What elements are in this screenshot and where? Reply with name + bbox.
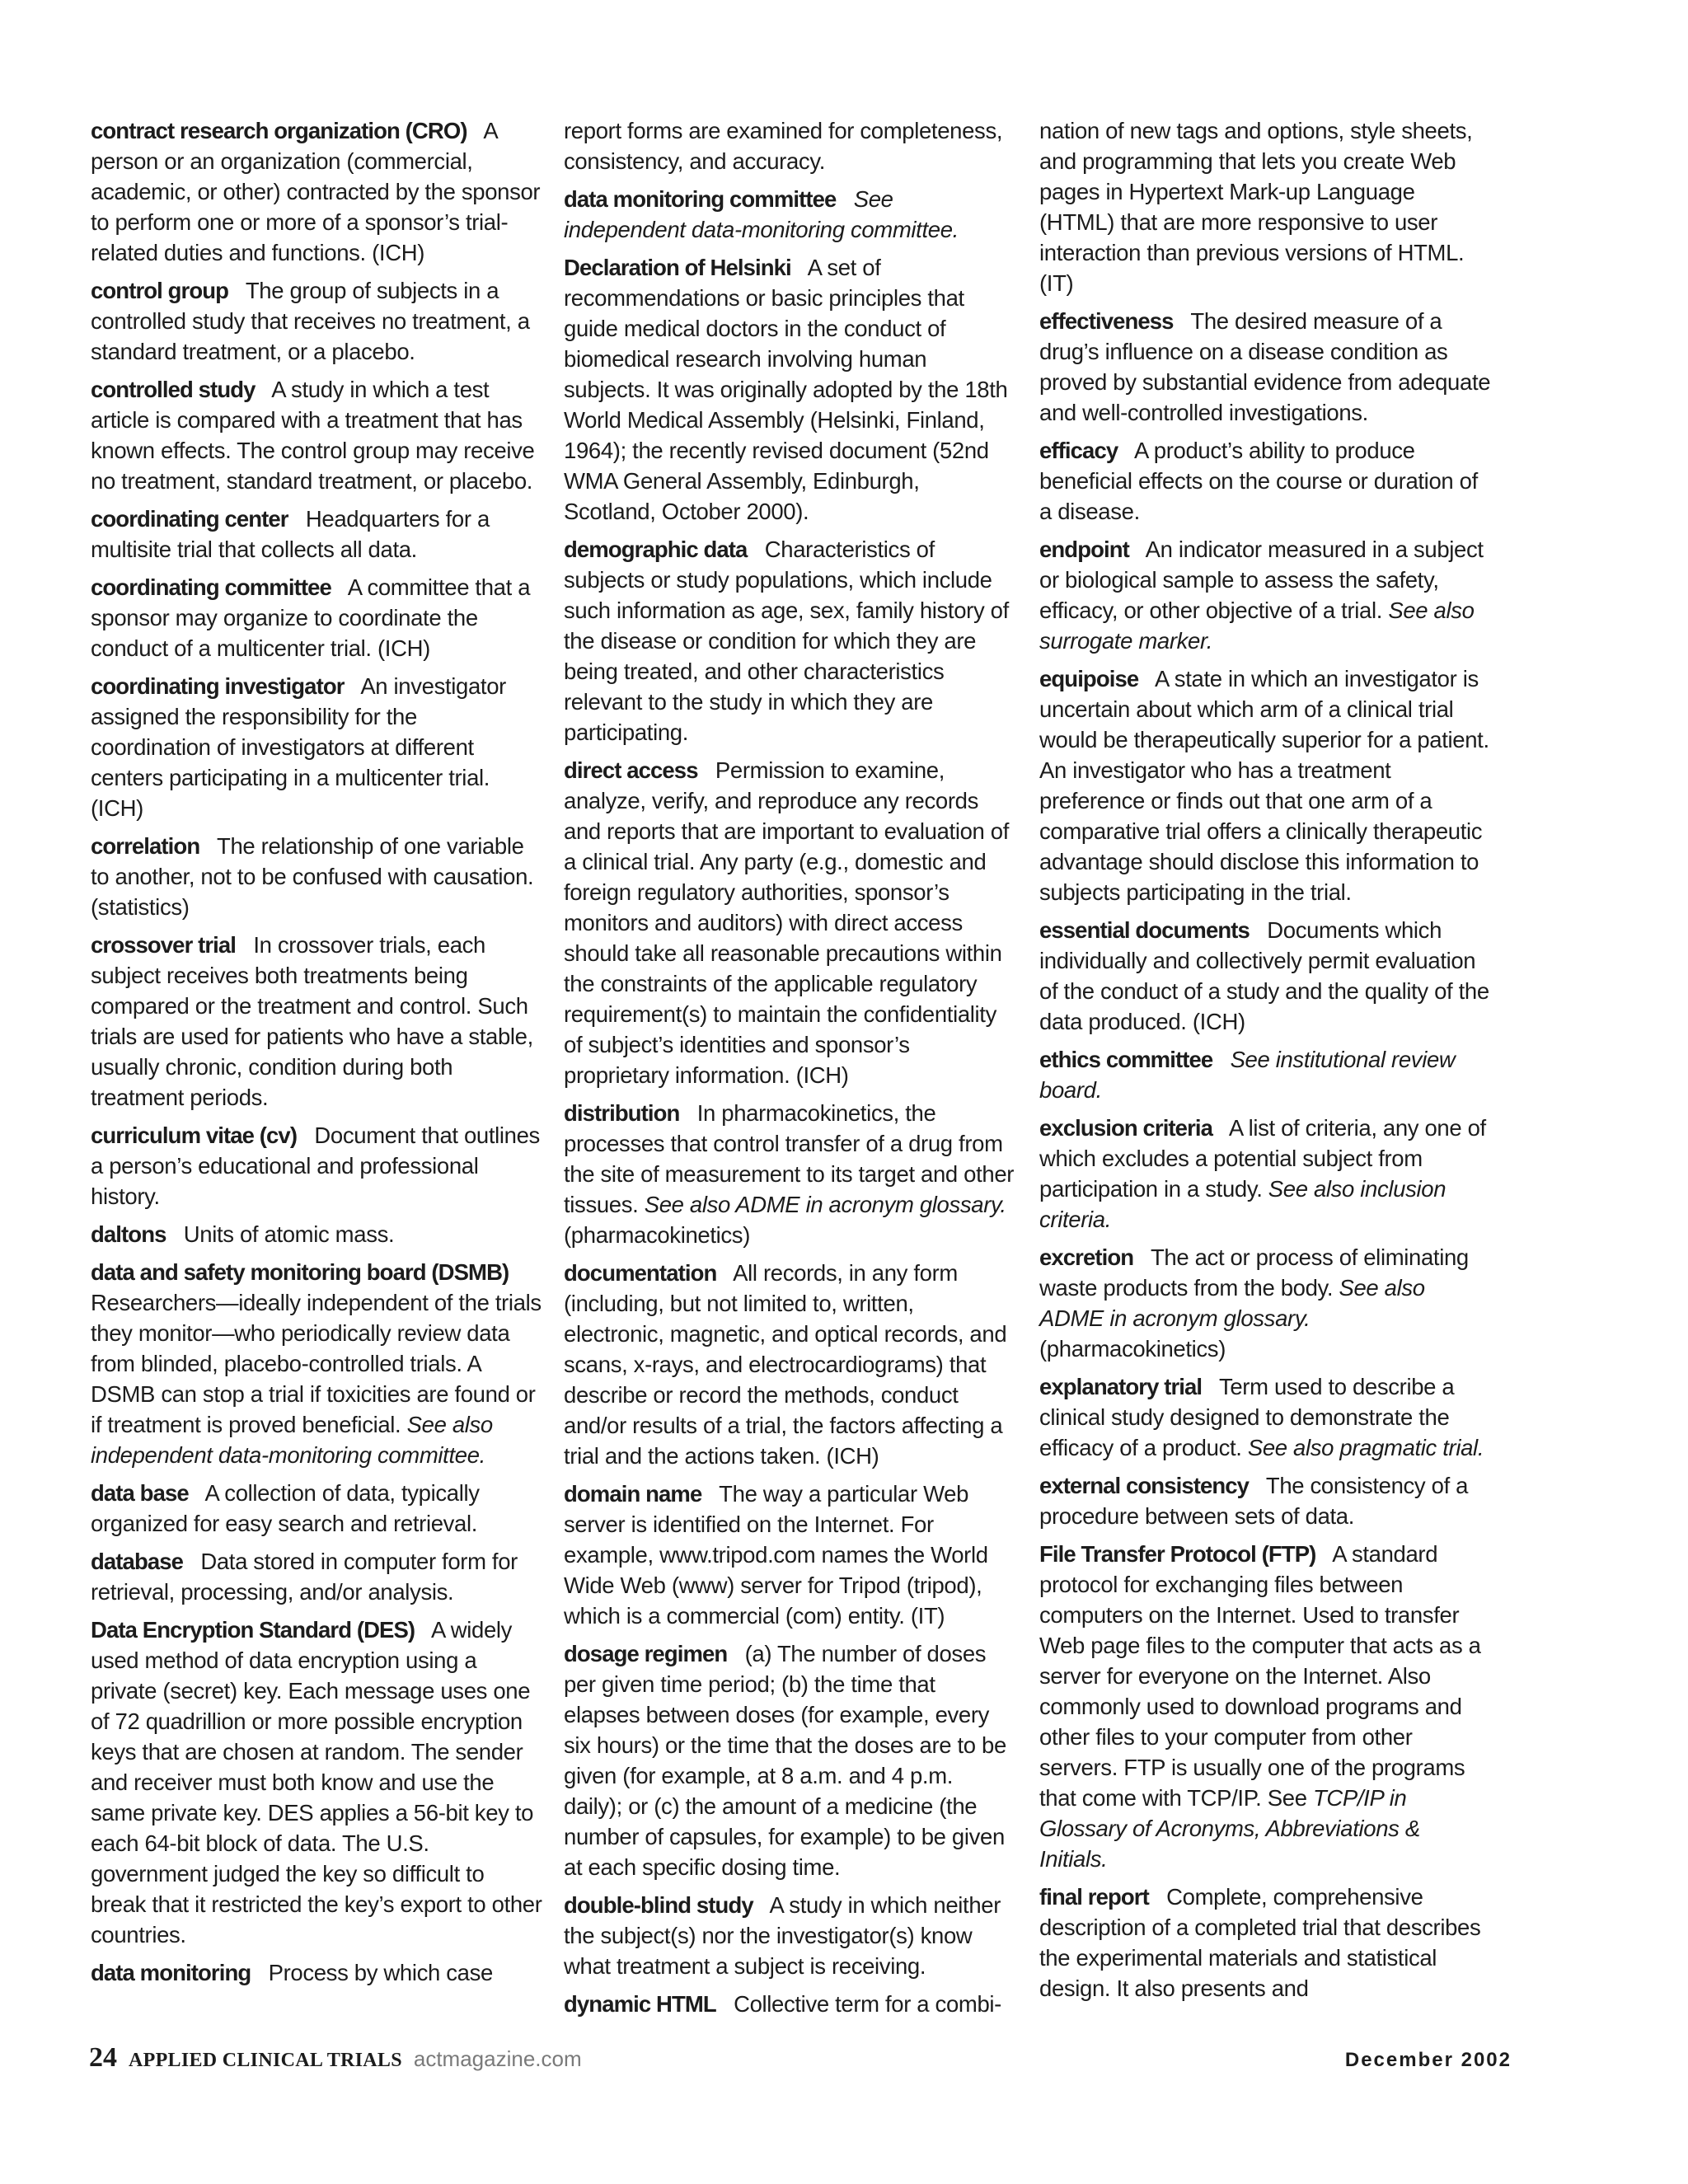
glossary-definition: The consistency of a procedure between sets of data. [1039,1473,1469,1529]
glossary-definition: Process by which case [268,1960,493,1985]
glossary-definition: The desired measure of a drug’s influence on a disease condition as proved by substantial evidence from adequate and well-controlled investigations. [1039,308,1491,425]
glossary-definition: A state in which an investigator is uncertain about which arm of a clinical trial would be therapeutically superior for a patient. An investigator who has a treatment preference or finds out that one arm of a comparative trial offers a clinically therapeutic advantage should disclose this information to subjects participating in the trial. [1039,666,1489,905]
glossary-definition: Headquarters for a multisite trial that collects all data. [91,506,490,562]
glossary-entry [1039,663,1491,907]
footer-folio [89,2042,582,2074]
glossary-term: crossover trial [91,932,237,958]
glossary-column-3 [1039,115,1491,2011]
glossary-entry [564,252,1015,527]
cross-reference: TCP/IP in Glossary of Acronyms, Abbreviations & Initials. [1039,1785,1420,1872]
issue-date: December 2002 [1344,2049,1512,2071]
page-footer [89,2042,1512,2075]
glossary-entry [564,1890,1015,1981]
glossary-term: distribution [564,1100,680,1126]
glossary-entry [91,1546,542,1607]
glossary-entry [1039,435,1491,527]
glossary-entry [564,184,1015,245]
glossary-entry [91,115,542,268]
glossary-definition: Characteristics of subjects or study populations, which include such information as age, sex, family history of the disease or condition for which they are being treated, and other characteristics relevant to the study in which they are participating. [564,537,1009,745]
glossary-definition: report forms are examined for completeness, consistency, and accuracy. [564,118,1003,174]
glossary-definition: Document that outlines a person’s educational and professional history. [91,1122,540,1209]
glossary-term: correlation [91,833,200,859]
glossary-term: endpoint [1039,537,1129,562]
glossary-definition: Data stored in computer form for retrieval, processing, and/or analysis. [91,1549,518,1605]
cross-reference: See also pragmatic trial. [1247,1435,1484,1460]
glossary-definition: A committee that a sponsor may organize to coordinate the conduct of a multicenter trial. (ICH) [91,574,531,661]
glossary-term: coordinating investigator [91,673,345,699]
glossary-entry [91,1957,542,1988]
glossary-term: controlled study [91,377,256,402]
glossary-entry [91,671,542,823]
glossary-definition: A study in which neither the subject(s) nor the investigator(s) know what treatment a subject is receiving. [564,1892,1001,1979]
glossary-term: dynamic HTML [564,1991,716,2017]
glossary-term: dosage regimen [564,1641,728,1666]
glossary-definition: A set of recommendations or basic principles that guide medical doctors in the conduct of biomedical research involving human subjects. It was originally adopted by the 18th World Medical Assembly (Helsinki, Finland, 1964); the recently revised document (52nd WMA General Assembly, Edinburgh, Scotland, October 2000). [564,255,1008,524]
glossary-definition: Term used to describe a clinical study designed to demonstrate the efficacy of a product. [1039,1374,1455,1460]
glossary-entry [564,1989,1015,2019]
glossary-definition: A standard protocol for exchanging files between computers on the Internet. Used to transfer Web page files to the computer that acts as a server for everyone on the Internet. Also commonly used to download programs and other files to your computer from other servers. FTP is usually one of the programs that come with TCP/IP. See [1039,1541,1481,1811]
glossary-definition: Complete, comprehensive description of a completed trial that describes the experimental materials and statistical design. It also presents and [1039,1884,1481,2001]
glossary-definition: Permission to examine, analyze, verify, and reproduce any records and reports that are important to evaluation of a clinical trial. Any party (e.g., domestic and foreign regulatory authorities, sponsor’s monitors and auditors) with direct access should take all reasonable precautions within the constraints of the applicable regulatory requirement(s) to maintain the confidentiality of subject’s identities and sponsor’s proprietary information. (ICH) [564,757,1009,1088]
glossary-term: ethics committee [1039,1047,1213,1072]
glossary-term: explanatory trial [1039,1374,1203,1399]
cross-reference: See also ADME in acronym glossary. [1039,1275,1425,1331]
glossary-entry [91,572,542,663]
glossary-entry [564,1638,1015,1882]
glossary-term: Declaration of Helsinki [564,255,791,280]
glossary-definition: A person or an organization (commercial, academic, or other) contracted by the sponsor to perform one or more of a sponsor’s trial-related duties and functions. (ICH) [91,118,541,265]
glossary-entry [1039,1371,1491,1463]
glossary-term: exclusion criteria [1039,1115,1213,1141]
glossary-term: domain name [564,1481,702,1507]
glossary-term: Data Encryption Standard (DES) [91,1617,415,1643]
glossary-entry [91,831,542,922]
glossary-term: documentation [564,1260,717,1286]
glossary-entry [564,534,1015,748]
subject-area-tag: (pharmacokinetics) [1039,1336,1226,1361]
glossary-term: data and safety monitoring board (DSMB) [91,1259,509,1285]
glossary-definition: Researchers—ideally independent of the trials they monitor—who periodically review data from blinded, placebo-controlled trials. A DSMB can stop a trial if toxicities are found or if treatment is proved beneficial. [91,1290,542,1437]
glossary-term: database [91,1549,184,1574]
publication-url[interactable]: actmagazine.com [413,2046,582,2071]
glossary-term: data monitoring committee [564,186,837,212]
glossary-definition: The act or process of eliminating waste products from the body. [1039,1244,1469,1301]
glossary-definition: A collection of data, typically organized for easy search and retrieval. [91,1480,480,1536]
cross-reference: See also ADME in acronym glossary. [644,1192,1006,1217]
glossary-entry [1039,1242,1491,1364]
cross-reference: See also independent data-monitoring committee. [91,1412,493,1468]
cross-reference: See also surrogate marker. [1039,598,1475,654]
glossary-definition: A list of criteria, any one of which excludes a potential subject from participation in a study. [1039,1115,1486,1202]
glossary-term: curriculum vitae (cv) [91,1122,298,1148]
glossary-term: final report [1039,1884,1149,1910]
glossary-column-1 [91,115,542,1995]
glossary-entry [564,1098,1015,1250]
glossary-term: coordinating center [91,506,288,532]
subject-area-tag: (pharmacokinetics) [564,1222,750,1248]
glossary-entry [1039,1882,1491,2004]
glossary-term: external consistency [1039,1473,1250,1498]
glossary-entry [1039,1113,1491,1235]
cross-reference: See also inclusion criteria. [1039,1176,1447,1232]
glossary-definition: An investigator assigned the responsibility for the coordination of investigators at different centers participating in a multicenter trial. (ICH) [91,673,506,821]
glossary-entry [1039,1044,1491,1105]
glossary-definition: The way a particular Web server is identified on the Internet. For example, www.tripod.com names the World Wide Web (www) server for Tripod (tripod), which is a commercial (com) entity. (IT) [564,1481,988,1629]
glossary-term: direct access [564,757,698,783]
cross-reference: See independent data-monitoring committee. [564,186,959,242]
glossary-entry [564,755,1015,1090]
glossary-definition: An indicator measured in a subject or biological sample to assess the safety, efficacy, or other objective of a trial. [1039,537,1484,623]
glossary-entry [1039,115,1491,298]
glossary-definition: (a) The number of doses per given time period; (b) the time that elapses between doses (for example, every six hours) or the time that the doses are to be given (for example, at 8 a.m. and 4 p.m. daily); or (c) the amount of a medicine (the number of capsules, for example) to be given at each specific dosing time. [564,1641,1006,1880]
glossary-entry [91,1615,542,1950]
page-number: 24 [89,2042,117,2073]
glossary-definition: A widely used method of data encryption using a private (secret) key. Each message uses one of 72 quadrillion or more possible encryption keys that are chosen at random. The sender and receiver must both know and use the same private key. DES applies a 56-bit key to each 64-bit block of data. The U.S. government judged the key so difficult to break that it restricted the key’s export to other countries. [91,1617,542,1947]
glossary-definition: Units of atomic mass. [183,1221,395,1247]
glossary-entry [91,1257,542,1470]
glossary-entry [91,1219,542,1249]
glossary-entry [91,930,542,1113]
glossary-entry [1039,1539,1491,1874]
glossary-definition: nation of new tags and options, style sheets, and programming that lets you create Web pages in Hypertext Mark-up Language (HTML) that are more responsive to user interaction than previous versions of HTML. (IT) [1039,118,1473,296]
glossary-term: coordinating committee [91,574,331,600]
publication-name: APPLIED CLINICAL TRIALS [129,2050,402,2071]
glossary-definition: All records, in any form (including, but not limited to, written, electronic, magnetic, and optical records, and scans, x-rays, and electrocardiograms) that describe or record the methods, conduct and/or results of a trial, the factors affecting a trial and the actions taken. (ICH) [564,1260,1007,1469]
glossary-definition: Collective term for a combi- [734,1991,1001,2017]
glossary-definition: The relationship of one variable to another, not to be confused with causation. (statistics) [91,833,534,920]
glossary-term: double-blind study [564,1892,753,1918]
glossary-term: data base [91,1480,189,1506]
glossary-entry [91,1478,542,1539]
glossary-entry [564,115,1015,176]
glossary-column-2 [564,115,1015,2027]
glossary-definition: The group of subjects in a controlled study that receives no treatment, a standard treatment, or a placebo. [91,278,530,364]
glossary-term: File Transfer Protocol (FTP) [1039,1541,1316,1567]
glossary-entry [91,374,542,496]
glossary-term: data monitoring [91,1960,251,1985]
glossary-entry [1039,306,1491,428]
glossary-definition: A product’s ability to produce beneficial effects on the course or duration of a disease. [1039,438,1478,524]
glossary-term: daltons [91,1221,166,1247]
glossary-definition: A study in which a test article is compared with a treatment that has known effects. The control group may receive no treatment, standard treatment, or placebo. [91,377,535,494]
glossary-definition: In pharmacokinetics, the processes that control transfer of a drug from the site of measurement to its target and other tissues. [564,1100,1015,1217]
glossary-entry [1039,534,1491,656]
glossary-entry [91,504,542,565]
glossary-term: equipoise [1039,666,1139,691]
glossary-entry [91,1120,542,1212]
glossary-term: excretion [1039,1244,1134,1270]
cross-reference: See institutional review board. [1039,1047,1456,1103]
glossary-entry [1039,915,1491,1037]
glossary-entry [564,1258,1015,1471]
glossary-entry [564,1479,1015,1631]
glossary-term: demographic data [564,537,748,562]
glossary-term: control group [91,278,229,303]
glossary-term: contract research organization (CRO) [91,118,467,143]
glossary-entry [91,275,542,367]
glossary-entry [1039,1470,1491,1531]
glossary-term: effectiveness [1039,308,1174,334]
glossary-definition: In crossover trials, each subject receives both treatments being compared or the treatment and control. Such trials are used for patients who have a stable, usually chronic, condition during both treatment periods. [91,932,533,1110]
glossary-term: essential documents [1039,917,1250,943]
glossary-term: efficacy [1039,438,1118,463]
glossary-definition: Documents which individually and collectively permit evaluation of the conduct of a study and the quality of the data produced. (ICH) [1039,917,1489,1034]
